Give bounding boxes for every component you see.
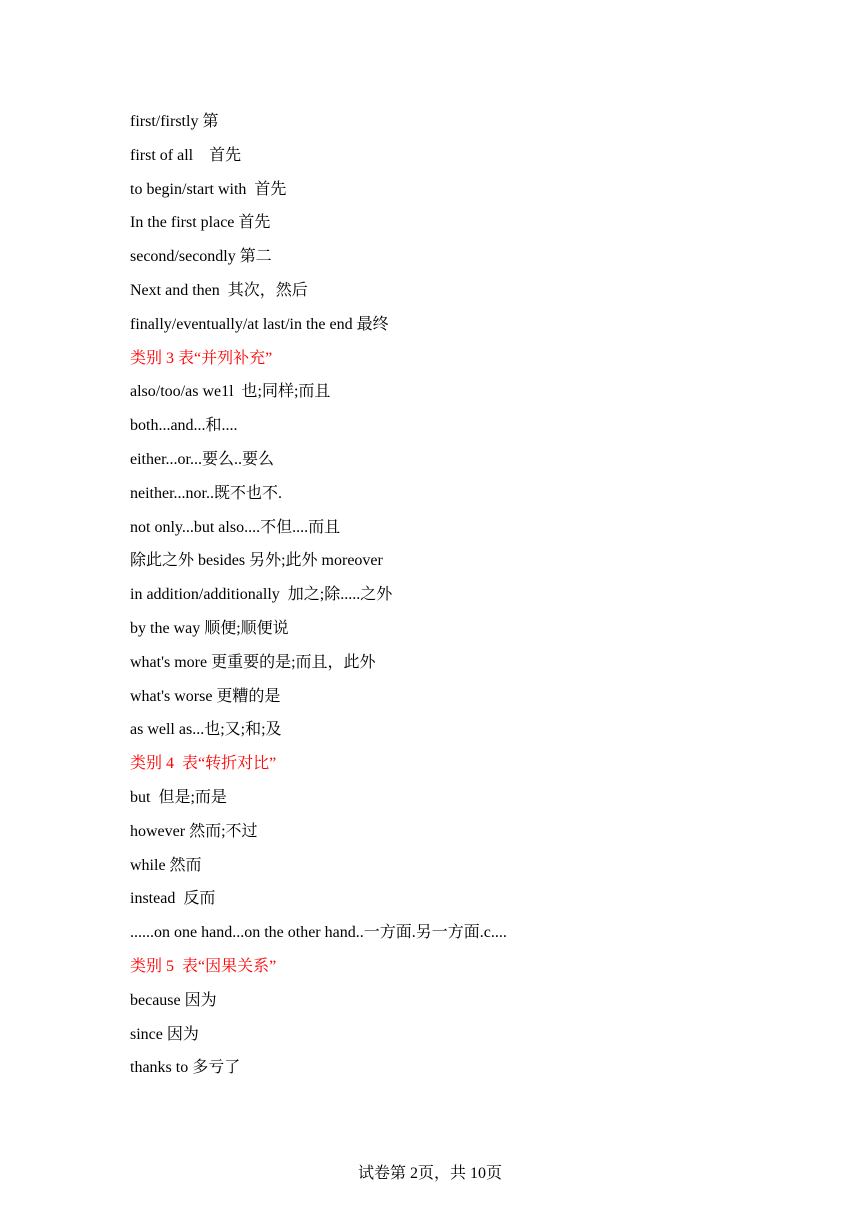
vocab-line: finally/eventually/at last/in the end 最终 (130, 315, 389, 333)
vocab-line: also/too/as we1l 也;同样;而且 (130, 383, 331, 401)
vocab-line: by the way 顺便;顺便说 (130, 619, 289, 637)
vocab-line: Next and then 其次，然后 (130, 281, 308, 299)
vocab-line: however 然而;不过 (130, 822, 258, 840)
category-heading: 类别 5 表“因果关系” (130, 957, 277, 975)
vocab-line: first/firstly 第 (130, 113, 219, 130)
vocab-line: both...and...和.... (130, 417, 238, 435)
category-heading: 类别 3 表“并列补充” (130, 349, 273, 367)
vocab-line: thanks to 多亏了 (130, 1059, 241, 1077)
vocab-line: since 因为 (130, 1025, 199, 1043)
vocab-line: but 但是;而是 (130, 788, 227, 806)
vocab-line: ......on one hand...on the other hand..一方面.另一方面.c.... (130, 924, 507, 942)
vocab-line: In the first place 首先 (130, 214, 271, 232)
vocab-line: instead 反而 (130, 890, 216, 908)
vocab-line: not only...but also....不但....而且 (130, 518, 341, 536)
document-body (130, 109, 810, 1089)
vocab-line: what's more 更重要的是;而且，此外 (130, 653, 376, 671)
vocab-line: second/secondly 第二 (130, 248, 272, 266)
vocab-line: as well as...也;又;和;及 (130, 721, 282, 739)
vocab-line: neither...nor..既不也不. (130, 484, 282, 502)
vocab-line: to begin/start with 首先 (130, 180, 287, 198)
vocab-line: either...or...要么..要么 (130, 450, 274, 468)
vocab-line: first of all 首先 (130, 146, 242, 164)
category-heading: 类别 4 表“转折对比” (130, 755, 277, 773)
vocab-line: because 因为 (130, 991, 217, 1009)
vocab-line: in addition/additionally 加之;除.....之外 (130, 586, 393, 604)
page-footer: 试卷第 2页，共 10页 (357, 1165, 502, 1182)
vocab-line: what's worse 更糟的是 (130, 687, 281, 705)
vocab-line: 除此之外 besides 另外;此外 moreover (130, 552, 383, 570)
vocab-line: while 然而 (130, 856, 202, 874)
